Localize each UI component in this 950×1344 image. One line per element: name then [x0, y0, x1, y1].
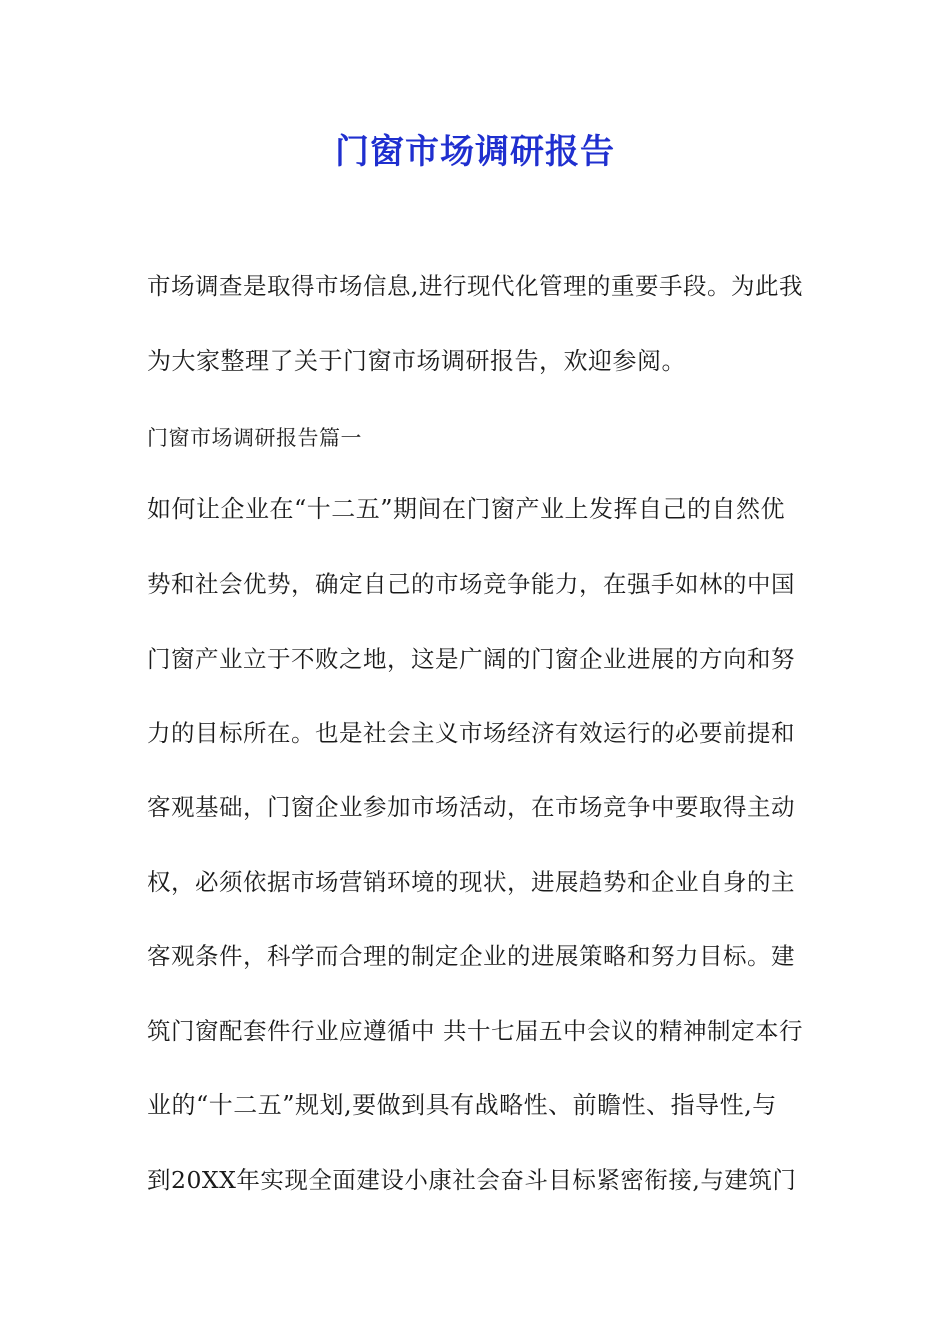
paragraph-line-5: 客观基础，门窗企业参加市场活动，在市场竞争中要取得主动: [147, 793, 795, 821]
paragraph-line-9: 业的“十二五”规划,要做到具有战略性、前瞻性、指导性,与: [147, 1091, 777, 1119]
paragraph-line-7: 客观条件，科学而合理的制定企业的进展策略和努力目标。建: [147, 942, 795, 970]
paragraph-line-1: 如何让企业在“十二五”期间在门窗产业上发挥自己的自然优: [147, 495, 786, 523]
paragraph-line-10: 到20XX年实现全面建设小康社会奋斗目标紧密衔接,与建筑门: [147, 1166, 797, 1194]
paragraph-line-3: 门窗产业立于不败之地，这是广阔的门窗企业进展的方向和努: [147, 645, 795, 673]
intro-line-1: 市场调查是取得市场信息,进行现代化管理的重要手段。为此我: [147, 272, 803, 300]
document-title: 门窗市场调研报告: [335, 132, 615, 172]
paragraph-line-8: 筑门窗配套件行业应遵循中 共十七届五中会议的精神制定本行: [147, 1017, 803, 1045]
section-heading: 门窗市场调研报告篇一: [147, 426, 362, 450]
paragraph-line-4: 力的目标所在。也是社会主义市场经济有效运行的必要前提和: [147, 719, 795, 747]
paragraph-line-2: 势和社会优势，确定自己的市场竞争能力，在强手如林的中国: [147, 570, 795, 598]
paragraph-line-6: 权，必须依据市场营销环境的现状，进展趋势和企业自身的主: [147, 868, 795, 896]
intro-line-2: 为大家整理了关于门窗市场调研报告，欢迎参阅。: [147, 347, 686, 375]
